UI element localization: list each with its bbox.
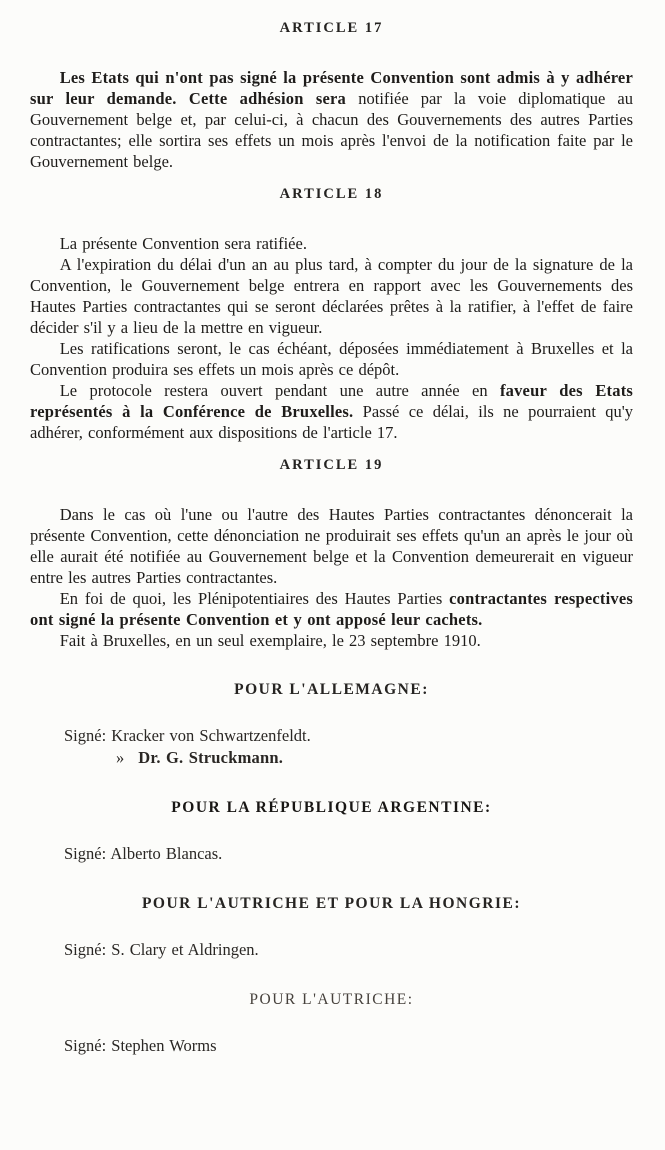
article-18-paragraph-4-emphasis: faveur des Etats représentés à la Conférence de Bruxelles. — [30, 381, 634, 421]
article-19-paragraph-1: Dans le cas où l'une ou l'autre des Hautes Parties contractantes dénoncerait la présente Convention, cette dénonciation ne produirait ses effets qu'un an après le jour où elle aurait été notifiée au Gouvernement belge et la Convention demeurerait en vigueur entre les autres Parties contractantes. — [30, 505, 633, 587]
article-17-heading: ARTICLE 17 — [279, 20, 384, 36]
article-17-paragraph — [30, 67, 633, 172]
signature-line-germany-1: Signé: Kracker von Schwartzenfeldt. — [64, 726, 311, 745]
signature-line-austria-hungary-1: Signé: S. Clary et Aldringen. — [64, 940, 259, 959]
signature-heading-austria: POUR L'AUTRICHE: — [249, 991, 414, 1008]
article-19-paragraph-2-lead: En foi de quoi, les Plénipotentiaires des Hautes Parties — [59, 589, 450, 608]
article-18-heading: ARTICLE 18 — [279, 186, 384, 202]
signature-line-austria-1: Signé: Stephen Worms — [64, 1036, 217, 1055]
article-18-paragraph-3: Les ratifications seront, le cas échéant, déposées immédiatement à Bruxelles et la Convention produira ses effets un mois après ce dépôt. — [30, 339, 633, 379]
article-18-paragraph-2: A l'expiration du délai d'un an au plus tard, à compter du jour de la signature de la Convention, le Gouvernement belge entrera en rapport avec les Gouvernements des Hautes Parties contractantes qui se seront déclarées prêtes à la ratifier, à l'effet de faire décider s'il y a lieu de la mettre en vigueur. — [30, 255, 633, 337]
article-18-paragraph-4 — [30, 380, 633, 443]
signature-block-germany — [30, 725, 633, 769]
article-19-paragraph-2 — [30, 588, 633, 630]
article-18-paragraph-1: La présente Convention sera ratifiée. — [59, 234, 307, 253]
signature-name-struckmann: Dr. G. Struckmann. — [138, 748, 284, 767]
signature-block-austria-hungary — [30, 939, 633, 961]
signature-block-austria — [30, 1035, 633, 1057]
article-18-paragraph-4-lead: Le protocole restera ouvert pendant une autre année en — [59, 381, 500, 400]
signature-line-germany-2 — [30, 747, 633, 769]
signature-line-argentina-1: Signé: Alberto Blancas. — [64, 844, 223, 863]
signature-block-argentina — [30, 843, 633, 865]
article-19-paragraph-3: Fait à Bruxelles, en un seul exemplaire, le 23 septembre 1910. — [59, 631, 481, 650]
signature-heading-germany: POUR L'ALLEMAGNE: — [234, 681, 429, 698]
signature-heading-austria-hungary: POUR L'AUTRICHE ET POUR LA HONGRIE: — [141, 895, 522, 912]
article-17-paragraph-lead: Les Etats qui n'ont pas signé la présente Convention sont admis à y adhérer sur leur demande. Cette adhésion sera — [30, 68, 633, 108]
article-18-paragraph-4-rest: Passé ce délai, ils ne pourraient qu'y adhérer, conformément aux dispositions de l'article 17. — [30, 402, 633, 442]
article-19-paragraph-2-emphasis: contractantes respectives ont signé la présente Convention et y ont apposé leur cachets. — [30, 589, 633, 629]
article-17-paragraph-rest: notifiée par la voie diplomatique au Gouvernement belge et, par celui-ci, à chacun des Gouvernements des autres Parties contractantes; elle sortira ses effets un mois après l'envoi de la notification faite par le Gouvernement belge. — [30, 89, 633, 171]
signature-heading-argentina: POUR LA RÉPUBLIQUE ARGENTINE: — [171, 799, 492, 816]
ditto-mark: » — [116, 748, 125, 767]
article-19-heading: ARTICLE 19 — [279, 457, 384, 473]
